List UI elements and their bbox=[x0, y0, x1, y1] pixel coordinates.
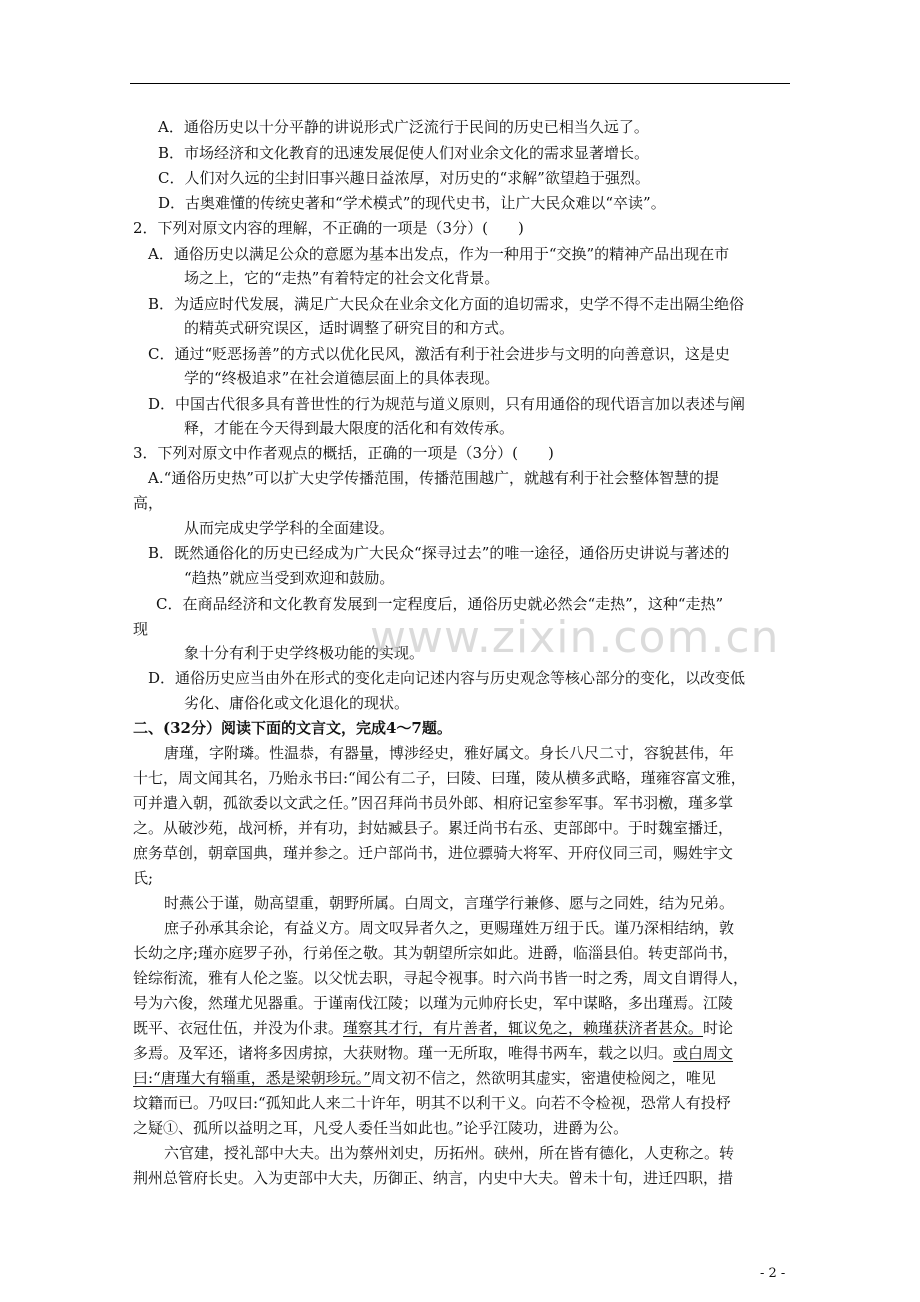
q2-stem: 2．下列对原文内容的理解，不正确的一项是（3分）( ) bbox=[133, 219, 524, 237]
q2-line: A．通俗历史以满足公众的意愿为基本出发点，作为一种用于“交换”的精神产品出现在市 bbox=[148, 245, 730, 263]
q2-line: 的精英式研究误区，适时调整了研究目的和方式。 bbox=[184, 319, 515, 337]
passage-line: 坟籍而已。乃叹曰:“孤知此人来二十许年，明其不以利干义。向若不令检视，恐常人有投杼 bbox=[133, 1094, 731, 1112]
passage-text: 周文初不信之，然欲明其虚实，密遣使检阅之，唯见 bbox=[370, 1069, 716, 1087]
passage-line: 时燕公于谨，勋高望重，朝野所属。白周文，言瑾学行兼修、愿与之同姓，结为兄弟。 bbox=[164, 894, 735, 912]
section-2-title: 二、(32分）阅读下面的文言文，完成4～7题。 bbox=[133, 719, 452, 737]
q3-line: 高， bbox=[133, 494, 164, 512]
q2-line: D．中国古代很多具有普世性的行为规范与道义原则，只有用通俗的现代语言加以表述与阐 bbox=[148, 395, 746, 413]
passage-line: 十七，周文闻其名，乃贻永书曰:“闻公有二子，曰陵、曰瑾，陵从横多武略，瑾雍容富文雅， bbox=[133, 769, 746, 787]
header-rule bbox=[130, 83, 790, 84]
q2-line: 学的“终极追求”在社会道德层面上的具体表现。 bbox=[184, 369, 500, 387]
q3-line: 现 bbox=[133, 620, 149, 638]
passage-line: 唐瑾，字附璘。性温恭，有器量，博涉经史，雅好属文。身长八尺二寸，容貌甚伟，年 bbox=[164, 744, 735, 762]
q1-option-d: D．古奥难懂的传统史著和“学术模式”的现代史书，让广大民众难以“卒读”。 bbox=[158, 194, 666, 212]
q1-option-b: B．市场经济和文化教育的迅速发展促使人们对业余文化的需求显著增长。 bbox=[158, 144, 650, 162]
q3-stem: 3．下列对原文中作者观点的概括，正确的一项是（3分）( ) bbox=[133, 444, 554, 462]
q2-line: 释，才能在今天得到最大限度的活化和有效传承。 bbox=[184, 419, 515, 437]
passage-line: 可并遣入朝，孤欲委以文武之任。”因召拜尚书员外郎、相府记室参军事。军书羽檄，瑾多掌 bbox=[133, 794, 734, 812]
underlined-sentence-2a: 或白周文 bbox=[673, 1044, 734, 1062]
q2-line: B．为适应时代发展，满足广大民众在业余文化方面的追切需求，史学不得不走出隔尘绝俗 bbox=[148, 295, 745, 313]
passage-line: 号为六俊，然瑾尤见器重。于谨南伐江陵；以瑾为元帅府长史，军中谋略，多出瑾焉。江陵 bbox=[133, 994, 734, 1012]
passage-line bbox=[133, 1018, 733, 1038]
passage-line bbox=[133, 1068, 716, 1088]
passage-line bbox=[133, 1043, 733, 1063]
q3-line: A.“通俗历史热”可以扩大史学传播范围，传播范围越广，就越有利于社会整体智慧的提 bbox=[148, 469, 719, 487]
q3-line: 劣化、庸俗化或文化退化的现状。 bbox=[184, 694, 410, 712]
q3-line: C．在商品经济和文化教育发展到一定程度后，通俗历史就必然会“走热”，这种“走热” bbox=[156, 595, 724, 613]
underlined-sentence-2b: 曰:“唐瑾大有辎重，悉是梁朝珍玩。” bbox=[133, 1069, 371, 1087]
q3-line: 象十分有利于史学终极功能的实现。 bbox=[184, 644, 425, 662]
passage-line: 庶务草创，朝章国典，瑾并参之。迁户部尚书，进位骠骑大将军、开府仪同三司，赐姓宇文 bbox=[133, 844, 734, 862]
passage-line: 长幼之序;瑾亦庭罗子孙，行弟侄之敬。其为朝望所宗如此。进爵，临淄县伯。转吏部尚书， bbox=[133, 944, 739, 962]
passage-text: 时论 bbox=[703, 1019, 734, 1037]
q3-line: D．通俗历史应当由外在形式的变化走向记述内容与历史观念等核心部分的变化，以改变低 bbox=[148, 669, 746, 687]
watermark: www.zixin.com.cn bbox=[370, 612, 780, 663]
passage-line: 之疑①、孤所以益明之耳，凡受人委任当如此也。”论乎江陵功，进爵为公。 bbox=[133, 1119, 629, 1137]
page-number: - 2 - bbox=[760, 1266, 786, 1281]
q3-line: B．既然通俗化的历史已经成为广大民众“探寻过去”的唯一途径，通俗历史讲说与著述的 bbox=[148, 544, 730, 562]
passage-text: 既平、衣冠仕伍，并没为仆隶。 bbox=[133, 1019, 344, 1037]
underlined-sentence-1: 瑾察其才行，有片善者，辄议免之，赖瑾获济者甚众。 bbox=[343, 1019, 704, 1037]
q3-line: 从而完成史学学科的全面建设。 bbox=[184, 519, 395, 537]
q3-line: “趋热”就应当受到欢迎和鼓励。 bbox=[184, 569, 395, 587]
passage-line: 之。从破沙苑，战河桥，并有功，封姑臧县子。累迁尚书右丞、吏部郎中。于时魏室播迁， bbox=[133, 819, 734, 837]
passage-line: 六官建，授礼部中大夫。出为蔡州刘史，历拓州。硖州，所在皆有德化，人吏称之。转 bbox=[164, 1144, 735, 1162]
q1-option-c: C．人们对久远的尘封旧事兴趣日益浓厚，对历史的“求解”欲望趋于强烈。 bbox=[158, 169, 650, 187]
q2-line: C．通过“贬恶扬善”的方式以优化民风，激活有利于社会进步与文明的向善意识，这是史 bbox=[148, 345, 730, 363]
passage-text: 多焉。及军还，诸将多因虏掠，大获财物。瑾一无所取，唯得书两车，载之以归。 bbox=[133, 1044, 674, 1062]
q2-line: 场之上，它的“走热”有着特定的社会文化背景。 bbox=[184, 269, 500, 287]
passage-line: 铨综衔流，雅有人伦之鉴。以父忧去职，寻起令视事。时六尚书皆一时之秀，周文自谓得人， bbox=[133, 969, 749, 987]
q1-option-a: A．通俗历史以十分平静的讲说形式广泛流行于民间的历史已相当久远了。 bbox=[158, 118, 649, 136]
passage-line: 氏; bbox=[133, 869, 154, 887]
passage-line: 荆州总管府长史。入为吏部中大夫，历御正、纳言，内史中大夫。曾未十旬，进迁四职，措 bbox=[133, 1169, 734, 1187]
passage-line: 庶子孙承其余论，有益义方。周文叹异者久之，更赐瑾姓万纽于氏。谨乃深相结纳，敦 bbox=[164, 919, 735, 937]
